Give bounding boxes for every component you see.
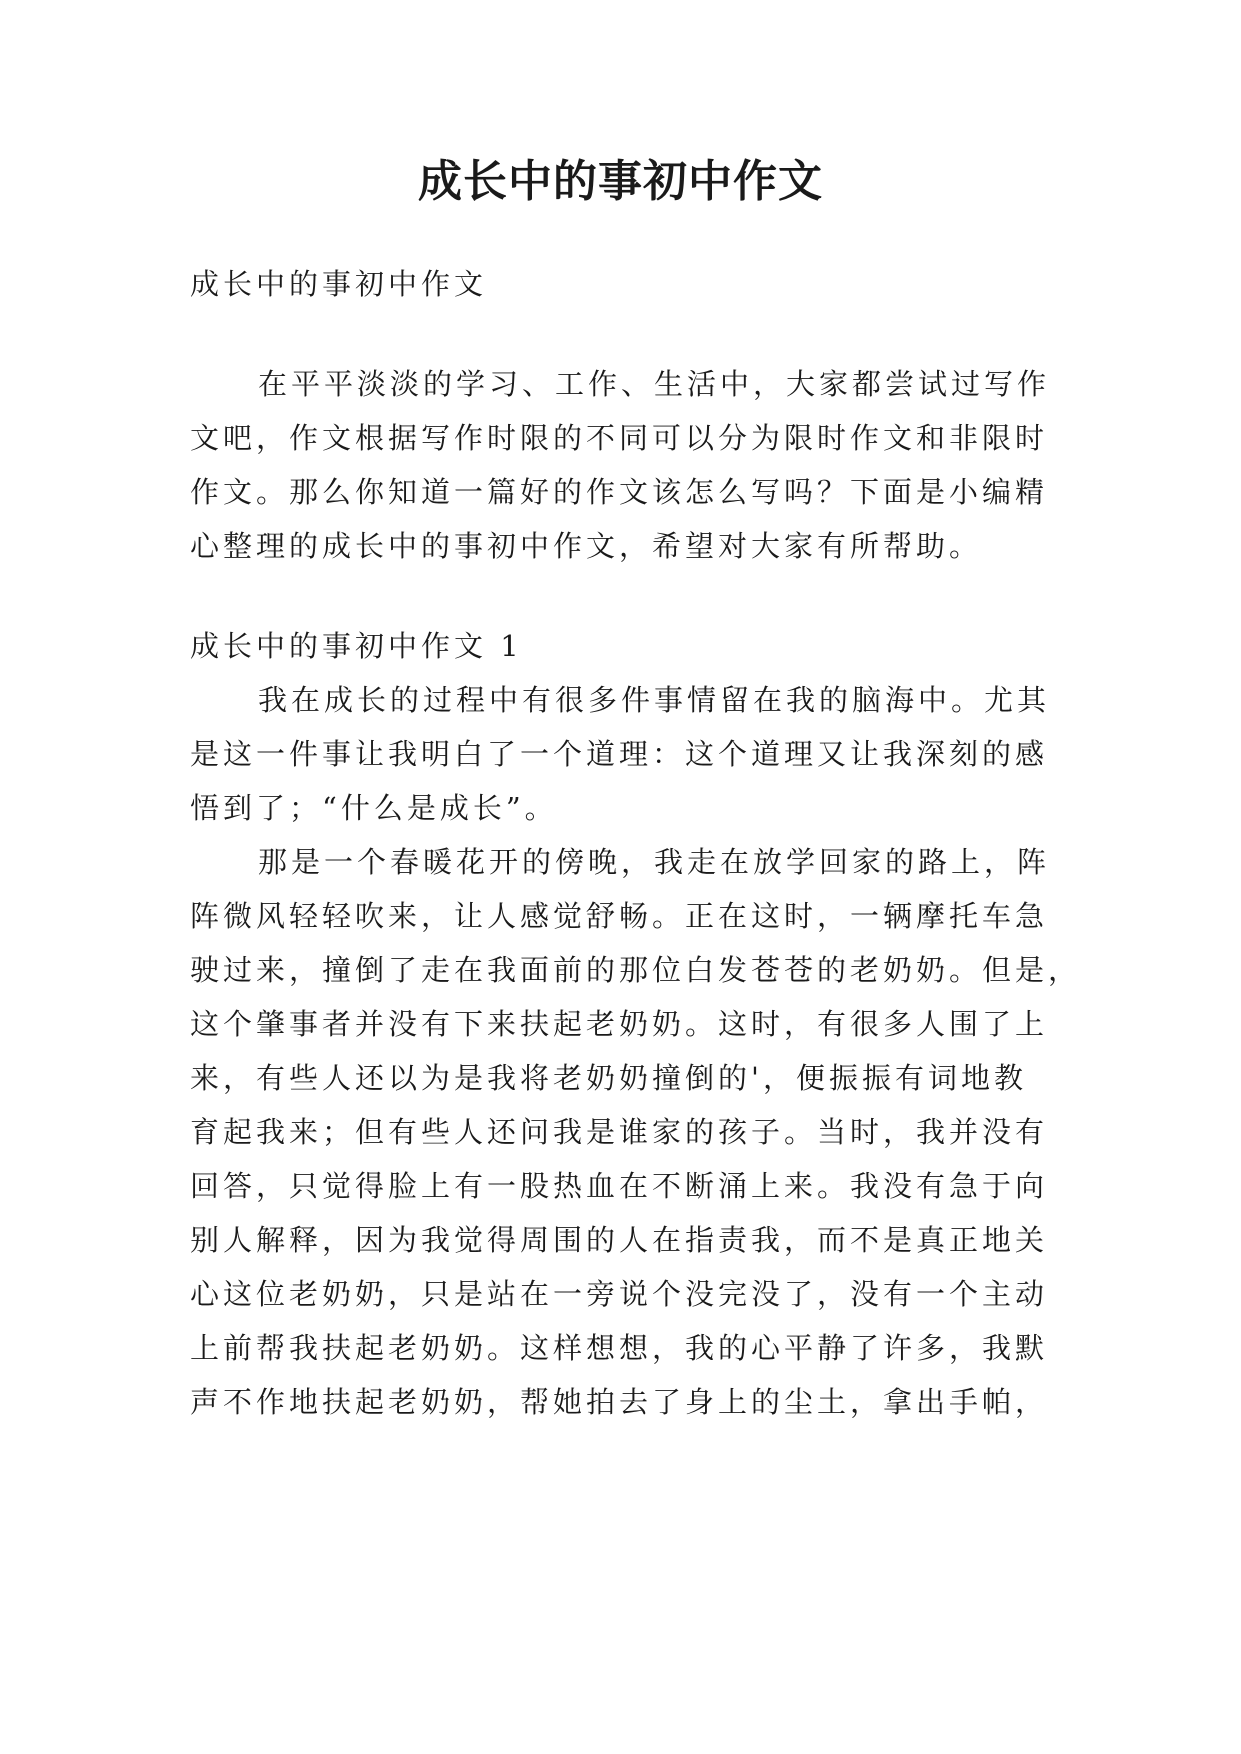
section-heading: 成长中的事初中作文 1 <box>190 629 523 663</box>
para2-line-4: 这个肇事者并没有下来扶起老奶奶。这时，有很多人围了上 <box>190 1007 1049 1041</box>
para2-line-7: 回答，只觉得脸上有一股热血在不断涌上来。我没有急于向 <box>190 1169 1049 1203</box>
para2-line-8: 别人解释，因为我觉得周围的人在指责我，而不是真正地关 <box>190 1223 1049 1257</box>
document-title: 成长中的事初中作文 <box>418 156 823 207</box>
para2-line-11: 声不作地扶起老奶奶，帮她拍去了身上的尘土，拿出手帕， <box>190 1385 1049 1419</box>
para2-line-5: 来，有些人还以为是我将老奶奶撞倒的'，便振振有词地教 <box>190 1061 1027 1095</box>
para2-line-6: 育起我来；但有些人还问我是谁家的孩子。当时，我并没有 <box>190 1115 1049 1149</box>
para2-line-10: 上前帮我扶起老奶奶。这样想想，我的心平静了许多，我默 <box>190 1331 1049 1365</box>
para1-line-3: 悟到了；“什么是成长”。 <box>190 791 558 825</box>
document-subtitle: 成长中的事初中作文 <box>190 267 488 301</box>
para2-line-1: 那是一个春暖花开的傍晚，我走在放学回家的路上，阵 <box>258 845 1051 879</box>
intro-line-2: 文吧，作文根据写作时限的不同可以分为限时作文和非限时 <box>190 421 1049 455</box>
intro-line-3: 作文。那么你知道一篇好的作文该怎么写吗？下面是小编精 <box>190 475 1049 509</box>
para2-line-3: 驶过来，撞倒了走在我面前的那位白发苍苍的老奶奶。但是， <box>190 953 1082 987</box>
para2-line-9: 心这位老奶奶，只是站在一旁说个没完没了，没有一个主动 <box>190 1277 1049 1311</box>
intro-line-1: 在平平淡淡的学习、工作、生活中，大家都尝试过写作 <box>258 367 1051 401</box>
para1-line-2: 是这一件事让我明白了一个道理：这个道理又让我深刻的感 <box>190 737 1049 771</box>
intro-line-4: 心整理的成长中的事初中作文，希望对大家有所帮助。 <box>190 529 983 563</box>
para2-line-2: 阵微风轻轻吹来，让人感觉舒畅。正在这时，一辆摩托车急 <box>190 899 1049 933</box>
para1-line-1: 我在成长的过程中有很多件事情留在我的脑海中。尤其 <box>258 683 1051 717</box>
